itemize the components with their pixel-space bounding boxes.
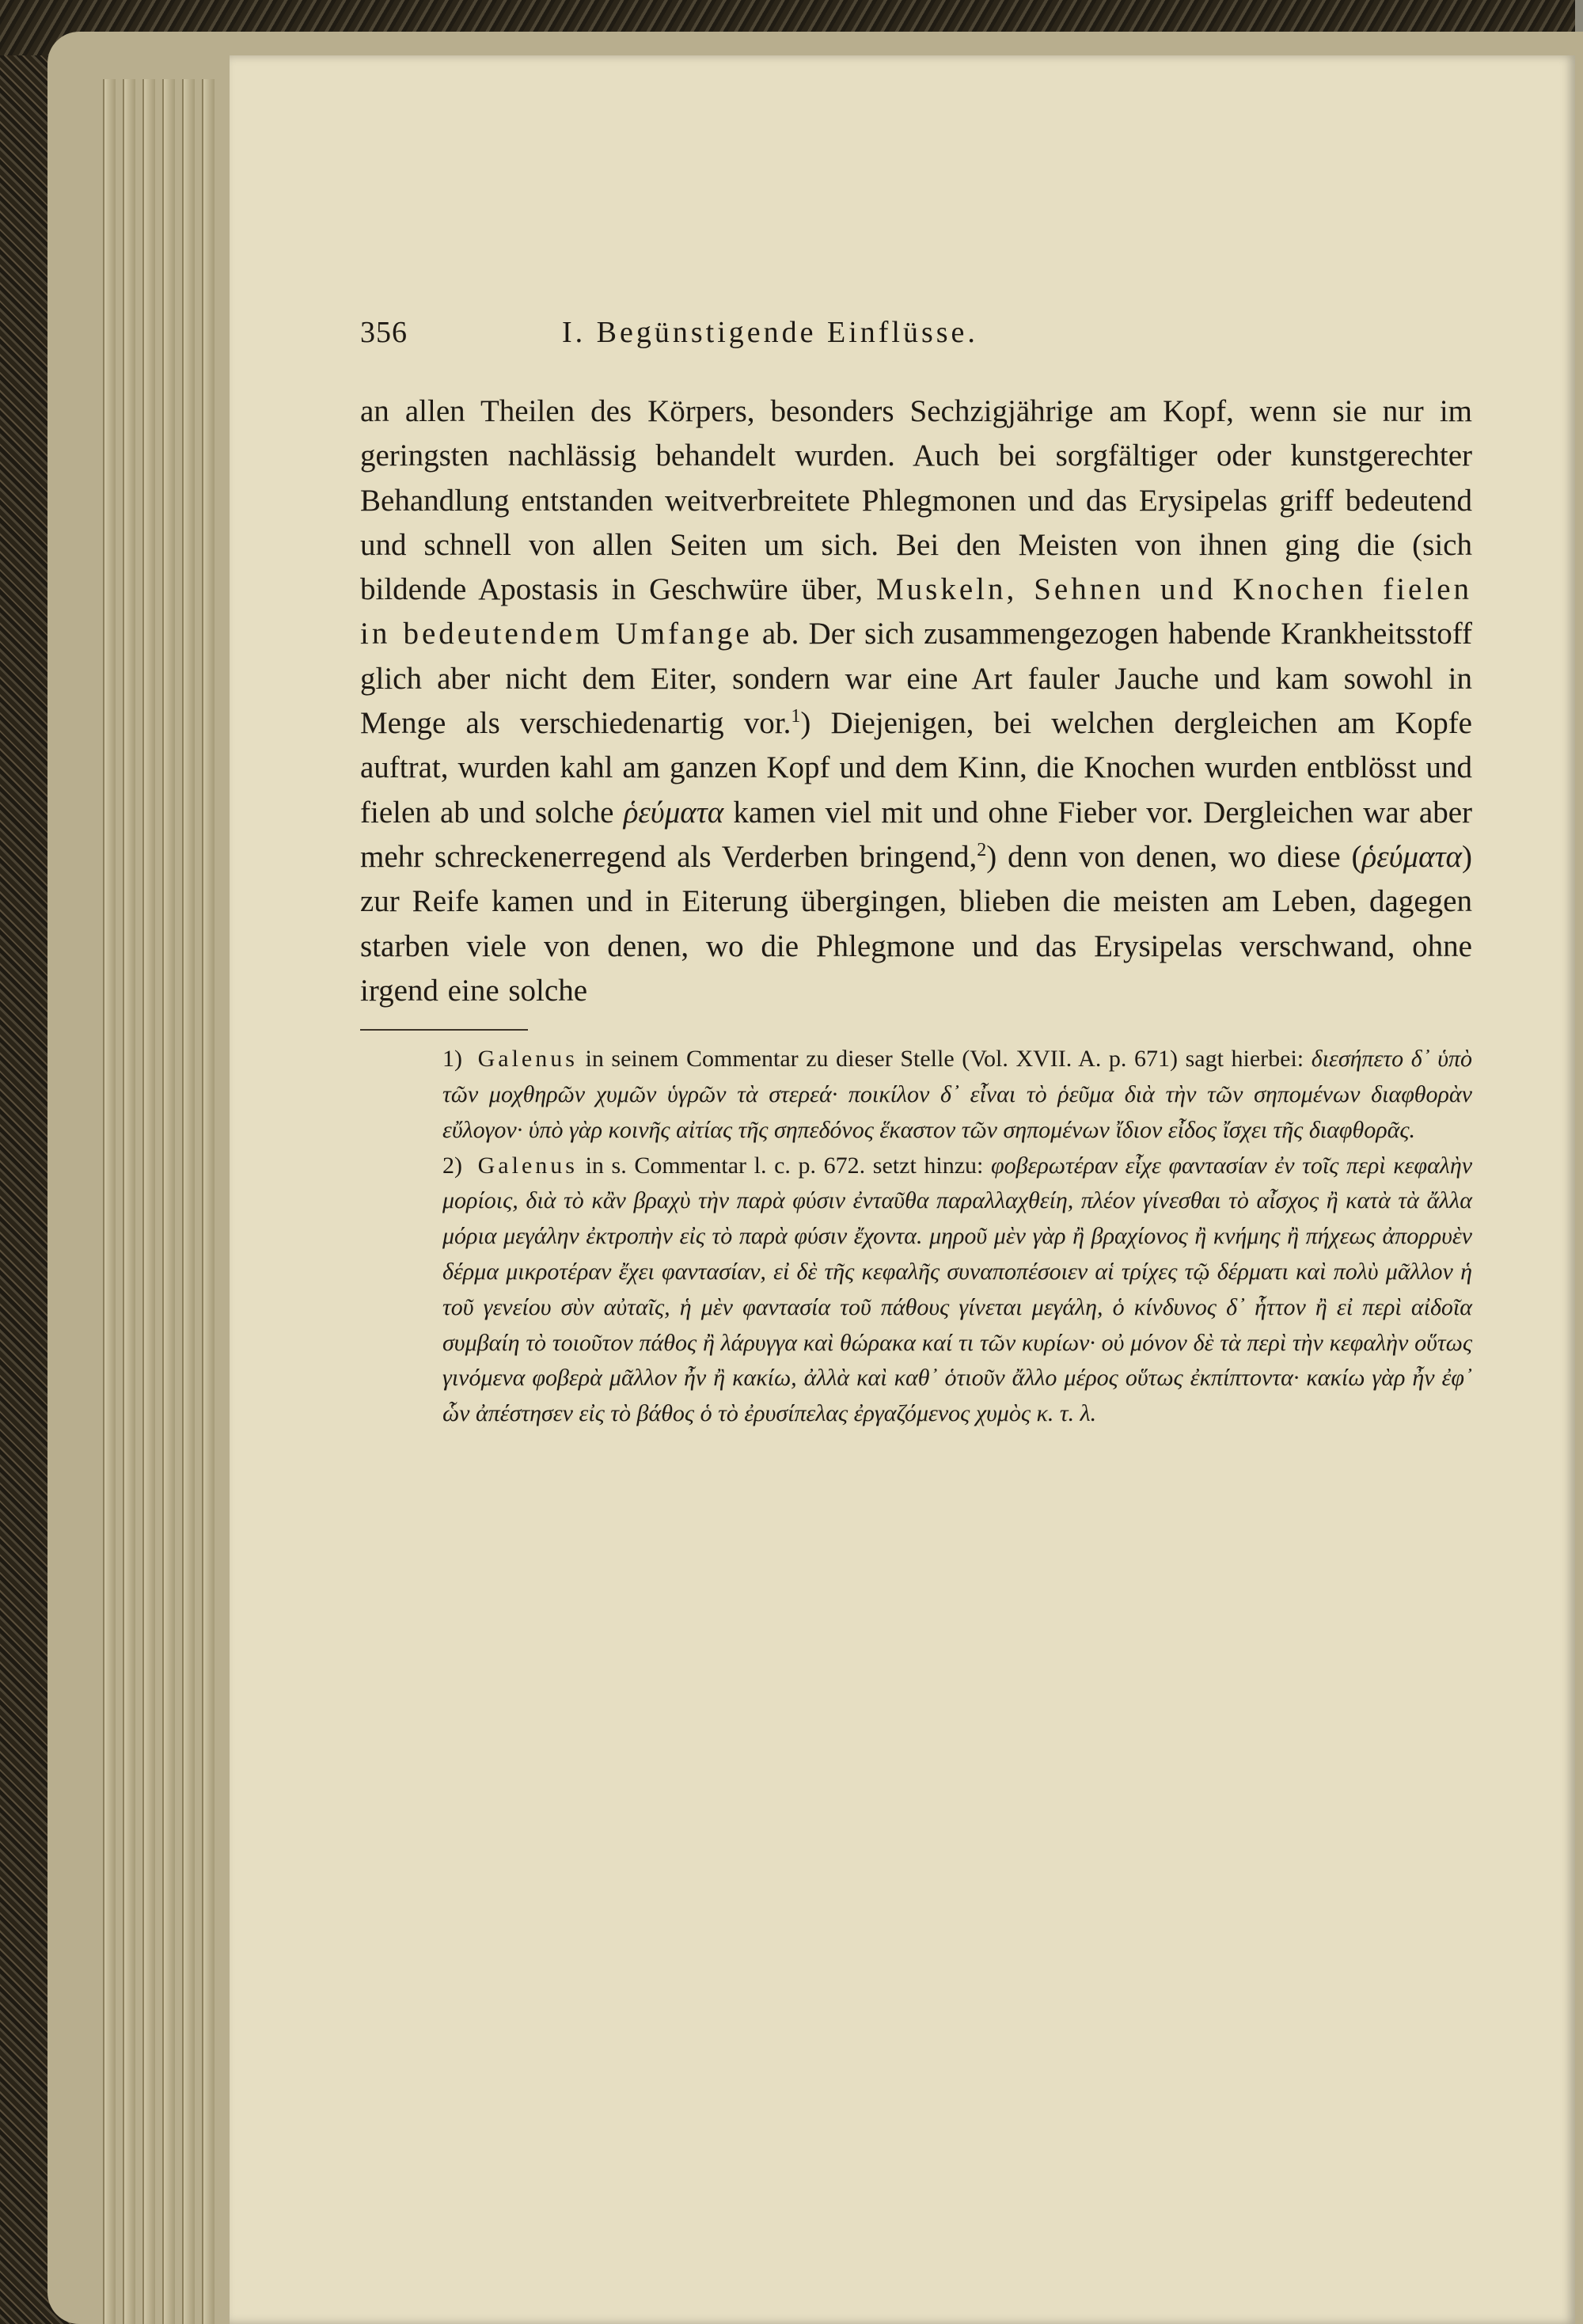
page-edge: [182, 79, 195, 2324]
footnote-greek-quote: διεσήπετο δ᾽ ὑπὸ τῶν μοχθηρῶν χυμῶν ὑγρῶν τὰ στερεά· ποικίλον δ᾽ εἶναι τὸ ῥεῦμα διὰ τὴν τῶν σηπομένων διαφθορὰν εὔλογον· ὑπὸ γὰρ κοινῆς αἰτίας τῆς σηπεδόνος ἕκαστον τῶν σηπομένων ἴδιον εἶδος ἴσχει τῆς διαφθορᾶς.: [442, 1046, 1473, 1143]
footnote-text: in s. Commentar l. c. p. 672. setzt hinzu:: [585, 1152, 984, 1179]
footnote-greek-quote: φοβερωτέραν εἶχε φαντασίαν ἐν τοῖς περὶ κεφαλὴν μορίοις, διὰ τὸ κἂν βραχὺ τὴν παρὰ φύσιν ἐνταῦθα παραλλαχθείη, πλέον γίνεσθαι τὸ αἶσχος ἢ κατὰ τὰ ἄλλα μόρια μεγάλην ἐκτροπὴν εἰς τὸ παρὰ φύσιν ἔχοντα. μηροῦ μὲν γὰρ ἢ βραχίονος ἢ κνήμης ἢ πήχεως ἀπορρυὲν δέρμα μικροτέραν ἔχει φαντασίαν, εἰ δὲ τῆς κεφαλῆς συναποπέσοιεν αἱ τρίχες τῷ δέρματι καὶ πολὺ μᾶλλον ἡ τοῦ γενείου σὺν αὐταῖς, ἡ μὲν φαντασία τοῦ πάθους γίνεται μεγάλη, ὁ κίνδυνος δ᾽ ἧττον ἢ εἰ περὶ αἰδοῖα συμβαίη τὸ τοιοῦτον πάθος ἢ λάρυγγα καὶ θώρακα καί τι τῶν κυρίων· οὐ μόνον δὲ τὰ περὶ τὴν κεφαλὴν οὕτως γινόμενα φοβερὰ μᾶλλον ἦν ἢ κακίω, ἀλλὰ καὶ καθ᾽ ὁτιοῦν ἄλλο μέρος οὕτως ἐκπίπτοντα· κακίω γὰρ ἦν ἐφ᾽ ὧν ἀπέστησεν εἰς τὸ βάθος ὁ τὸ ἐρυσίπελας ἐργαζόμενος χυμὸς κ. τ. λ.: [442, 1152, 1473, 1427]
body-text-segment: ) Diejenigen, bei welchen dergleichen am Kopfe auftrat, wurden kahl am ganzen Kopf und dem Kinn, die Knochen wurden entblösst und fielen ab und solche: [360, 706, 1472, 830]
greek-term: ῥεύματα: [1361, 839, 1462, 874]
page-edge: [103, 79, 116, 2324]
body-text-segment: ab. Der sich zusammengezogen habende Krankheitsstoff glich aber nicht dem Eiter, sondern war eine Art fauler Jauche und kam sowohl in Menge als verschiedenartig vor.: [360, 617, 1472, 741]
footnotes: [360, 1042, 1472, 1432]
footnote-label: 2): [442, 1152, 462, 1179]
footnote-label: 1): [442, 1046, 462, 1073]
body-text-segment: kamen viel mit und ohne Fieber vor. Dergleichen war aber mehr schreckenerregend als Verderben bringend,: [360, 795, 1473, 874]
page-edge: [202, 79, 214, 2324]
running-title: I. Begünstigende Einflüsse.: [562, 316, 978, 349]
page-number: 356: [360, 316, 408, 349]
page-content: [360, 315, 1472, 1432]
page-edge: [123, 79, 135, 2324]
page-edge: [162, 79, 175, 2324]
body-text-segment: ) denn von denen, wo diese (: [986, 839, 1362, 874]
footnote-2: [360, 1149, 1472, 1432]
footnote-author: Galenus: [477, 1152, 578, 1179]
footnote-rule: [360, 1029, 528, 1031]
body-text-segment: ) zur Reife kamen und in Eiterung übergingen, blieben die meisten am Leben, dagegen starben viele von denen, wo die Phlegmone und das Erysipelas verschwand, ohne irgend eine solche: [360, 839, 1472, 1008]
body-text-segment: an allen Theilen des Körpers, besonders Sechzigjährige am Kopf, wenn sie nur im geringsten nachlässig behandelt wurden. Auch bei sorgfältiger oder kunstgerechter Behandlung entstanden weitverbreitete Phlegmonen und das Erysipelas griff bedeutend und schnell von allen Seiten um sich. Bei den Meisten von ihnen ging die (sich bildende Apostasis in Geschwüre über,: [360, 394, 1472, 607]
footnote-author: Galenus: [477, 1046, 578, 1073]
greek-term: ῥεύματα: [623, 795, 724, 830]
footnote-paragraph: [360, 1042, 1472, 1148]
footnote-1: [360, 1042, 1472, 1148]
footnote-reference: 2: [977, 839, 987, 860]
footnote-reference: 1: [791, 706, 801, 727]
running-head: [360, 315, 1472, 363]
body-text: [360, 389, 1472, 1013]
footnote-paragraph: [360, 1149, 1472, 1432]
footnote-text: in seinem Commentar zu dieser Stelle (Vol. XVII. A. p. 671) sagt hierbei:: [585, 1046, 1304, 1073]
spaced-emphasis: Muskeln, Sehnen und Knochen fielen in bedeutendem Umfange: [360, 572, 1473, 651]
page-edge: [142, 79, 155, 2324]
body-paragraph: [360, 389, 1472, 1013]
